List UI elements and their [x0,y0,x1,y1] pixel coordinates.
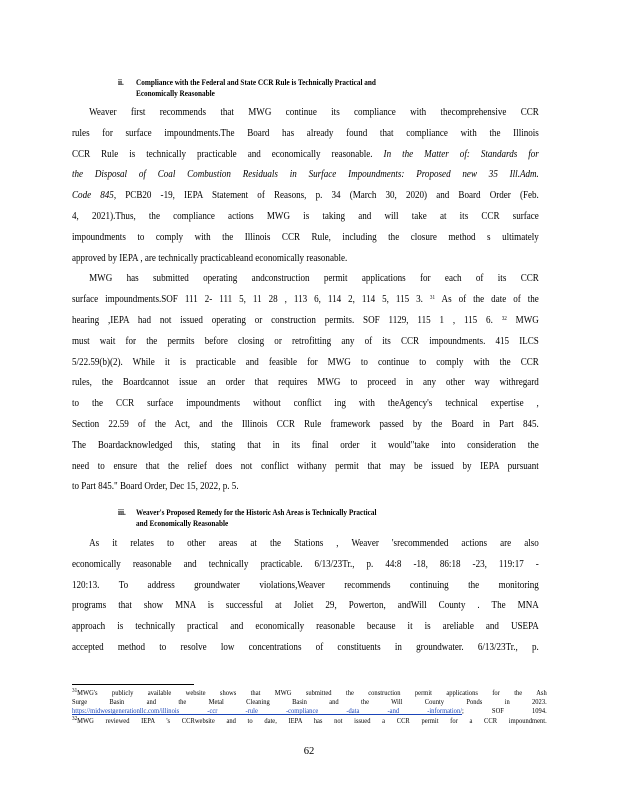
heading-number: iii. [118,507,126,517]
text-line: to Part 845." Board Order, Dec 15, 2022, p. 5. [72,481,239,493]
text-line: Weaver first recommends that MWG continue its compliance with thecomprehensive CCR [89,107,539,118]
case-citation: In the Matter of: Standards for [383,148,539,160]
text-line: approach is technically practical and economically reasonable because it is areliable and USEPA [72,621,539,633]
footnote-mark: 32 [72,716,78,722]
text-line: programs that show MNA is successful at Joliet 29, Powerton, andWill County . The MNA [72,600,539,612]
text-line: The Boardacknowledged this, stating that in its final order it would"take into consideration the [72,439,539,451]
text-line: impoundments to comply with the Illinois CCR Rule, including the closure method s ultimately [72,231,539,243]
footnote-line: $^{31}$MWG's publicly available website shows that MWG submitted the construction permit applications for the Ash [72,688,547,697]
text-line: CCR Rule is technically practicable and economically reasonable. In the Matter of: Standards for [72,148,539,160]
body-text-block-2 [72,534,539,659]
text-line: need to ensure that the relief does not conflict withany permit that may be issued by IEPA pursuant [72,460,539,472]
text-line: 120:13. To address groundwater violations,Weaver recommends continuing the monitoring [72,579,539,591]
footnote-31 [72,688,547,716]
text-line: approved by IEPA , are technically practicableand economically reasonable. [72,252,348,264]
text-line: rules for surface impoundments.The Board has already found that compliance with the Illinois [72,127,539,139]
footnote-ref-32[interactable]: 32 [501,315,507,322]
heading-text-line1: Weaver's Proposed Remedy for the Historic Ash Areas is Technically Practical [136,507,377,517]
text-line: economically reasonable and technically practicable. 6/13/23Tr., p. 44:8 -18, 86:18 -23, 119:17 - [72,558,539,570]
footnote-separator [72,684,194,685]
footnote-mark: 31 [72,688,78,694]
text-line: accepted method to resolve low concentrations of constituents in groundwater. 6/13/23Tr., p. [72,641,539,653]
body-text-block-1 [72,103,539,498]
footnote-ref-31[interactable]: 31 [429,295,436,302]
text-line: 5/22.59(b)(2). While it is practicable and feasible for MWG to continue to comply with the CCR [72,356,539,368]
compliance-data-link[interactable]: https://midwestgenerationllc.com/illinois -ccr -rule -compliance -data -and -information/ [72,706,463,716]
text-line: Code 845, PCB20 -19, IEPA Statement of Reasons, p. 34 (March 30, 2020) and Board Order (Feb. [72,190,539,202]
footnote-line: $^{32}$MWG reviewed IEPA 's CCRwebsite and to date, IEPA has not issued a CCR permit for a CCR impoundment. [72,716,547,725]
footnote-line: https://midwestgenerationllc.com/illinois -ccr -rule -compliance -data -and -information/; SOF 1094. [72,706,547,716]
section-heading-ii [118,77,471,99]
footnote-line: Surge Basin and the Metal Cleaning Basin and the Will County Ponds in 2023. [72,697,547,707]
text-line: Section 22.59 of the Act, and the Illinois CCR Rule framework passed by the Board in Part 845. [72,418,539,430]
text-line: 4, 2021).Thus, the compliance actions MWG is taking and will take at its CCR surface [72,210,539,222]
text-line: to the CCR surface impoundments without conflict ing with theAgency's technical expertise , [72,398,539,410]
heading-number: ii. [118,77,124,87]
heading-text-line2: Economically Reasonable [136,88,215,98]
text-line: hearing ,IEPA had not issued operating or construction permits. SOF 1129, 115 1 , 115 6. $^{32}$ MWG [72,314,539,326]
footnote-32 [72,716,547,725]
text-line: the Disposal of Coal Combustion Residuals in Surface Impoundments: Proposed new 35 Ill.Adm. [72,169,539,181]
text-line: must wait for the permits before closing or retrofitting any of its CCR impoundments. 415 ILCS [72,335,539,347]
text-line: MWG has submitted operating andconstruction permit applications for each of its CCR [89,273,539,285]
text-line: As it relates to other areas at the Stations , Weaver 'srecommended actions are also [89,538,539,549]
section-heading-iii [118,507,471,529]
text-line: rules, the Boardcannot issue an order that requires MWG to proceed in any other way withregard [72,377,539,389]
heading-text-line2: and Economically Reasonable [136,518,229,528]
page-number: 62 [303,746,315,757]
text-line: surface impoundments.SOF 111 2- 111 5, 11 28 , 113 6, 114 2, 114 5, 115 3. $^{31}$ As of the date of the [72,294,539,306]
heading-text-line1: Compliance with the Federal and State CCR Rule is Technically Practical and [136,77,376,87]
